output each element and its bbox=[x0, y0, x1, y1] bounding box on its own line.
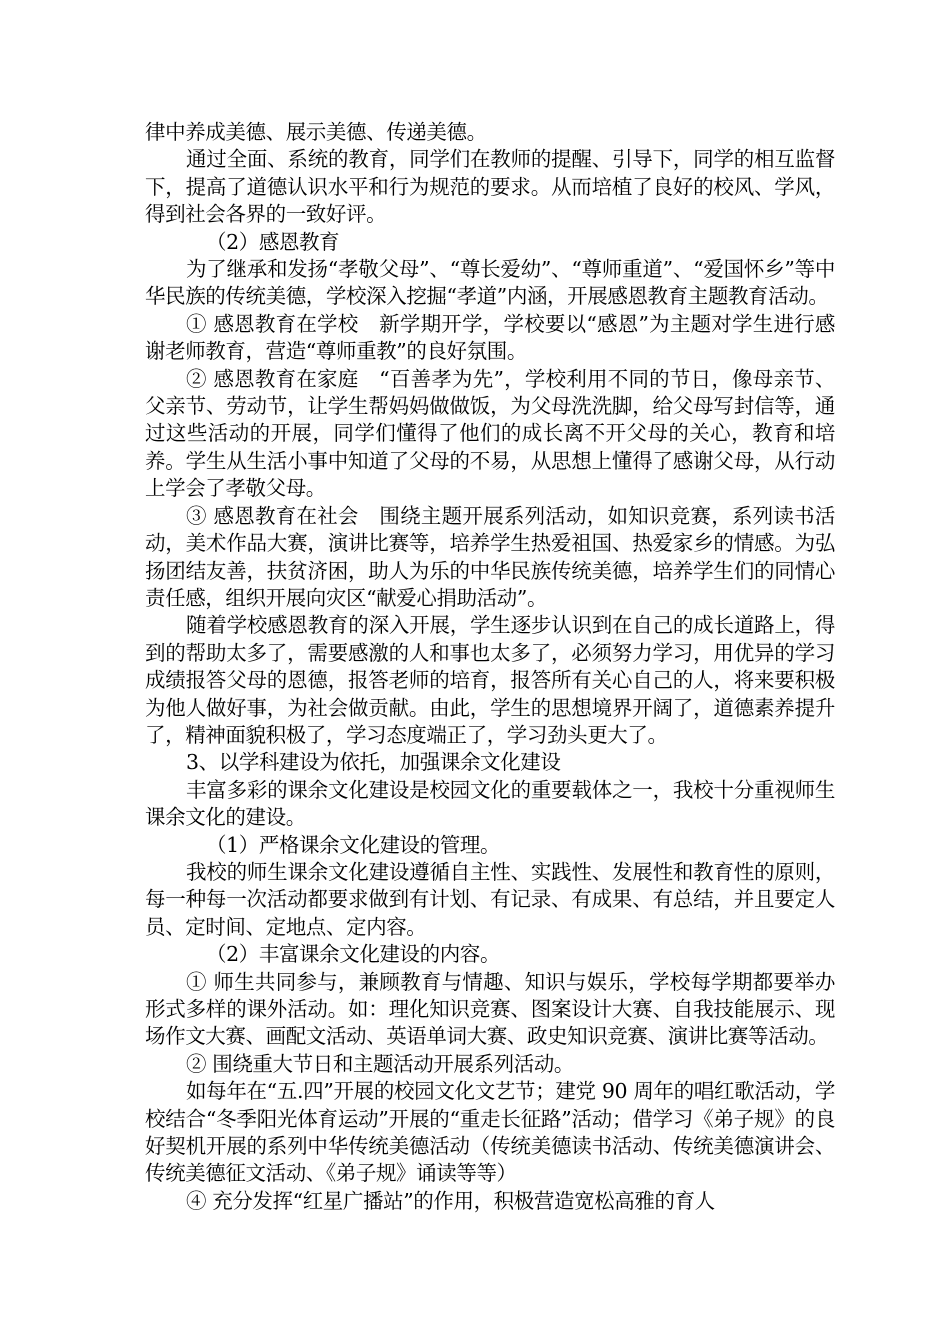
document-body bbox=[145, 119, 835, 1215]
paragraph: ① 师生共同参与，兼顾教育与情趣、知识与娱乐，学校每学期都要举办形式多样的课外活动。如：理化知识竞赛、图案设计大赛、自我技能展示、现场作文大赛、画配文活动、英语单词大赛、政史知识竞赛、演讲比赛等活动。 bbox=[145, 969, 835, 1049]
paragraph: 如每年在“五.四”开展的校园文化文艺节；建党 90 周年的唱红歌活动，学校结合“冬季阳光体育运动”开展的“重走长征路”活动；借学习《弟子规》的良好契机开展的系列中华传统美德活动（传统美德读书活动、传统美德演讲会、传统美德征文活动、《弟子规》诵读等等） bbox=[145, 1079, 835, 1186]
section-heading: （2）丰富课余文化建设的内容。 bbox=[206, 942, 501, 967]
paragraph: 为了继承和发扬“孝敬父母”、“尊长爱幼”、“尊师重道”、“爱国怀乡”等中华民族的传统美德，学校深入挖掘“孝道”内涵，开展感恩教育主题教育活动。 bbox=[145, 257, 835, 309]
paragraph: 丰富多彩的课余文化建设是校园文化的重要载体之一，我校十分重视师生课余文化的建设。 bbox=[145, 777, 835, 830]
section-heading: 3、以学科建设为依托，加强课余文化建设 bbox=[186, 750, 561, 775]
paragraph: ③ 感恩教育在社会 围绕主题开展系列活动，如知识竞赛，系列读书活动，美术作品大赛，演讲比赛等，培养学生热爱祖国、热爱家乡的情感。为弘扬团结友善，扶贫济困，助人为乐的中华民族传统美德，培养学生们的同情心责任感，组织开展向灾区“献爱心捐助活动”。 bbox=[145, 503, 835, 610]
paragraph: ② 感恩教育在家庭 “百善孝为先”，学校利用不同的节日，像母亲节、父亲节、劳动节，让学生帮妈妈做做饭，为父母洗洗脚，给父母写封信等，通过这些活动的开展，同学们懂得了他们的成长离不开父母的关心，教育和培养。学生从生活小事中知道了父母的不易，从思想上懂得了感谢父母，从行动上学会了孝敬父母。 bbox=[145, 366, 835, 501]
paragraph: 通过全面、系统的教育，同学们在教师的提醒、引导下，同学的相互监督下，提高了道德认识水平和行为规范的要求。从而培植了良好的校风、学风，得到社会各界的一致好评。 bbox=[145, 147, 835, 227]
paragraph: ② 围绕重大节日和主题活动开展系列活动。 bbox=[186, 1051, 575, 1076]
section-heading: （2）感恩教育 bbox=[206, 229, 340, 254]
paragraph: ① 感恩教育在学校 新学期开学，学校要以“感恩”为主题对学生进行感谢老师教育，营造“尊师重教”的良好氛围。 bbox=[145, 311, 835, 364]
paragraph: 律中养成美德、展示美德、传递美德。 bbox=[145, 120, 487, 144]
paragraph: ④ 充分发挥“红星广播站”的作用，积极营造宽松高雅的育人 bbox=[186, 1188, 715, 1213]
paragraph: 随着学校感恩教育的深入开展，学生逐步认识到在自己的成长道路上，得到的帮助太多了，需要感激的人和事也太多了，必须努力学习，用优异的学习成绩报答父母的恩德，报答老师的培育，报答所有关心自己的人，将来要积极为他人做好事，为社会做贡献。由此，学生的思想境界开阔了，道德素养提升了，精神面貌积极了，学习态度端正了，学习劲头更大了。 bbox=[145, 613, 835, 747]
paragraph: 我校的师生课余文化建设遵循自主性、实践性、发展性和教育性的原则，每一种每一次活动都要求做到有计划、有记录、有成果、有总结，并且要定人员、定时间、定地点、定内容。 bbox=[145, 859, 835, 939]
section-heading: （1）严格课余文化建设的管理。 bbox=[206, 832, 501, 857]
